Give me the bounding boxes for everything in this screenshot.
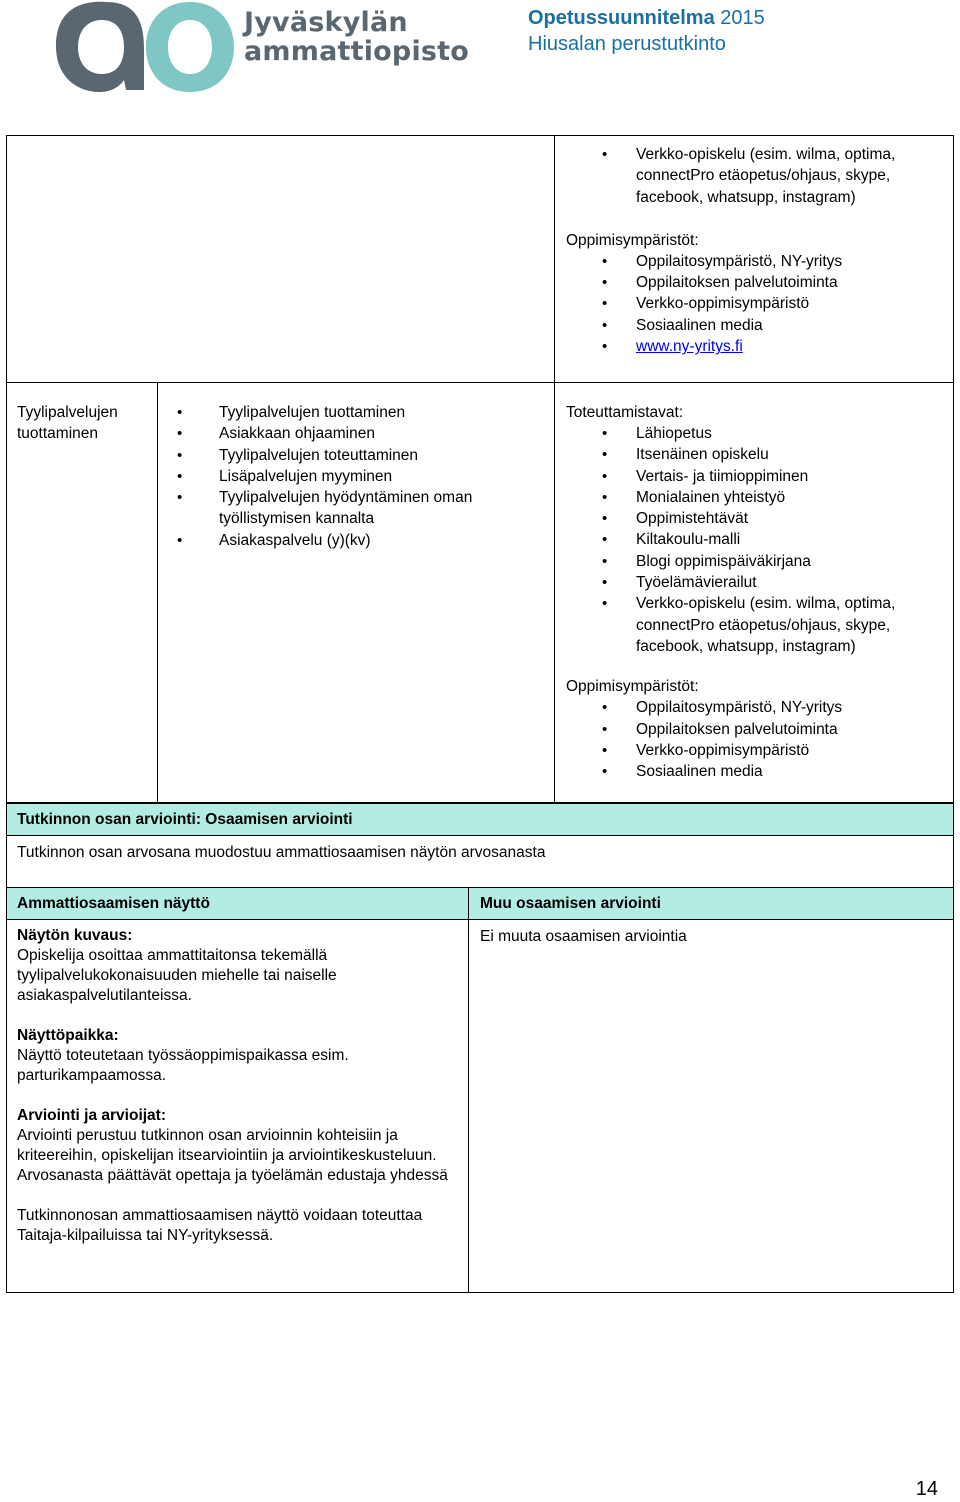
- methods-list-continued: [0, 144, 946, 208]
- demonstration-details: [17, 926, 457, 1246]
- list-item: • Asiakaspalvelu (y)(kv): [157, 530, 549, 551]
- list-item: • Verkko-oppimisympäristö: [566, 293, 946, 314]
- section-label: Näyttöpaikka:: [17, 1027, 119, 1044]
- cell-methods-continued: [566, 144, 946, 357]
- row-divider: [6, 919, 954, 920]
- env-list: [0, 697, 946, 782]
- list-item: • Sosiaalinen media: [566, 761, 946, 782]
- section-text: Tutkinnonosan ammattiosaamisen näyttö voidaan toteuttaa Taitaja-kilpailuissa tai NY-yrityksessä.: [17, 1207, 423, 1244]
- env-label: Oppimisympäristöt:: [566, 231, 699, 249]
- list-item: • Lähiopetus: [566, 423, 946, 444]
- list-item: • Vertais- ja tiimioppiminen: [566, 466, 946, 487]
- demonstration-heading: Ammattiosaamisen näyttö: [17, 895, 210, 912]
- list-item: • Blogi oppimispäiväkirjana: [566, 551, 946, 572]
- list-item: [566, 336, 946, 357]
- assessment-text: Tutkinnon osan arvosana muodostuu ammattiosaamisen näytön arvosanasta: [17, 844, 546, 861]
- list-item: • Oppilaitoksen palvelutoiminta: [566, 272, 946, 293]
- list-item: • Oppilaitoksen palvelutoiminta: [566, 719, 946, 740]
- ny-yritys-link[interactable]: www.ny-yritys.fi: [636, 338, 743, 356]
- page-number: 14: [915, 1478, 938, 1500]
- col-divider: [468, 887, 469, 1293]
- list-item: • Itsenäinen opiskelu: [566, 444, 946, 465]
- row-divider: [6, 835, 954, 836]
- list-item: • Oppilaitosympäristö, NY-yritys: [566, 697, 946, 718]
- doc-year: 2015: [720, 7, 765, 29]
- list-item: • Oppilaitosympäristö, NY-yritys: [566, 251, 946, 272]
- list-item: • Asiakkaan ohjaaminen: [157, 423, 549, 444]
- list-item: • Sosiaalinen media: [566, 315, 946, 336]
- brand-line1: Jyväskylän: [244, 7, 408, 38]
- brand-line2: ammattiopisto: [244, 36, 470, 67]
- list-item: • Oppimistehtävät: [566, 508, 946, 529]
- other-assessment-text: Ei muuta osaamisen arviointia: [480, 928, 687, 945]
- list-item: • Verkko-opiskelu (esim. wilma, optima, connectPro etäopetus/ohjaus, skype, facebook, whatsupp, instagram): [566, 144, 946, 208]
- doc-title: Opetussuunnitelma: [528, 7, 715, 29]
- logo-ao-icon: [50, 0, 240, 100]
- methods-list: [0, 423, 946, 657]
- list-item: • Verkko-oppimisympäristö: [566, 740, 946, 761]
- list-item: • Tyylipalvelujen tuottaminen: [157, 402, 549, 423]
- methods-label: Toteuttamistavat:: [566, 404, 684, 421]
- list-item: • Verkko-opiskelu (esim. wilma, optima, connectPro etäopetus/ohjaus, skype, facebook, whatsupp, instagram): [566, 593, 946, 657]
- document-header: [528, 5, 765, 57]
- section-text: Opiskelija osoittaa ammattitaitonsa tekemällä tyylipalvelukokonaisuuden miehelle tai naiselle asiakaspalvelutilanteissa.: [17, 947, 337, 1004]
- list-item: • Monialainen yhteistyö: [566, 487, 946, 508]
- other-assessment-heading: Muu osaamisen arviointi: [480, 895, 661, 912]
- cell-methods: [566, 402, 946, 782]
- section-label: Arviointi ja arvioijat:: [17, 1107, 167, 1124]
- list-item: • Kiltakoulu-malli: [566, 529, 946, 550]
- list-item: • Tyylipalvelujen toteuttaminen: [157, 445, 549, 466]
- row-divider: [6, 382, 954, 383]
- env-label: Oppimisympäristöt:: [566, 678, 699, 696]
- module-name: Tyylipalvelujen tuottaminen: [17, 404, 118, 442]
- list-item: • Lisäpalvelujen myyminen: [157, 466, 549, 487]
- list-item: • Työelämävierailut: [566, 572, 946, 593]
- section-label: Näytön kuvaus:: [17, 927, 133, 944]
- section-text: Arviointi perustuu tutkinnon osan arvioinnin kohteisiin ja kriteereihin, opiskelijan itsearviointiin ja arviointikeskusteluun. Arvosanasta päättävät opettaja ja työelämän edustaja yhdessä: [17, 1127, 448, 1184]
- list-item: • Tyylipalvelujen hyödyntäminen oman työllistymisen kannalta: [157, 487, 549, 530]
- doc-subtitle: Hiusalan perustutkinto: [528, 33, 726, 55]
- assessment-heading: Tutkinnon osan arviointi: Osaamisen arviointi: [17, 811, 353, 828]
- brand-name: [244, 8, 469, 66]
- section-text: Näyttö toteutetaan työssäoppimispaikassa esim. parturikampaamossa.: [17, 1047, 349, 1084]
- env-list: [566, 251, 946, 357]
